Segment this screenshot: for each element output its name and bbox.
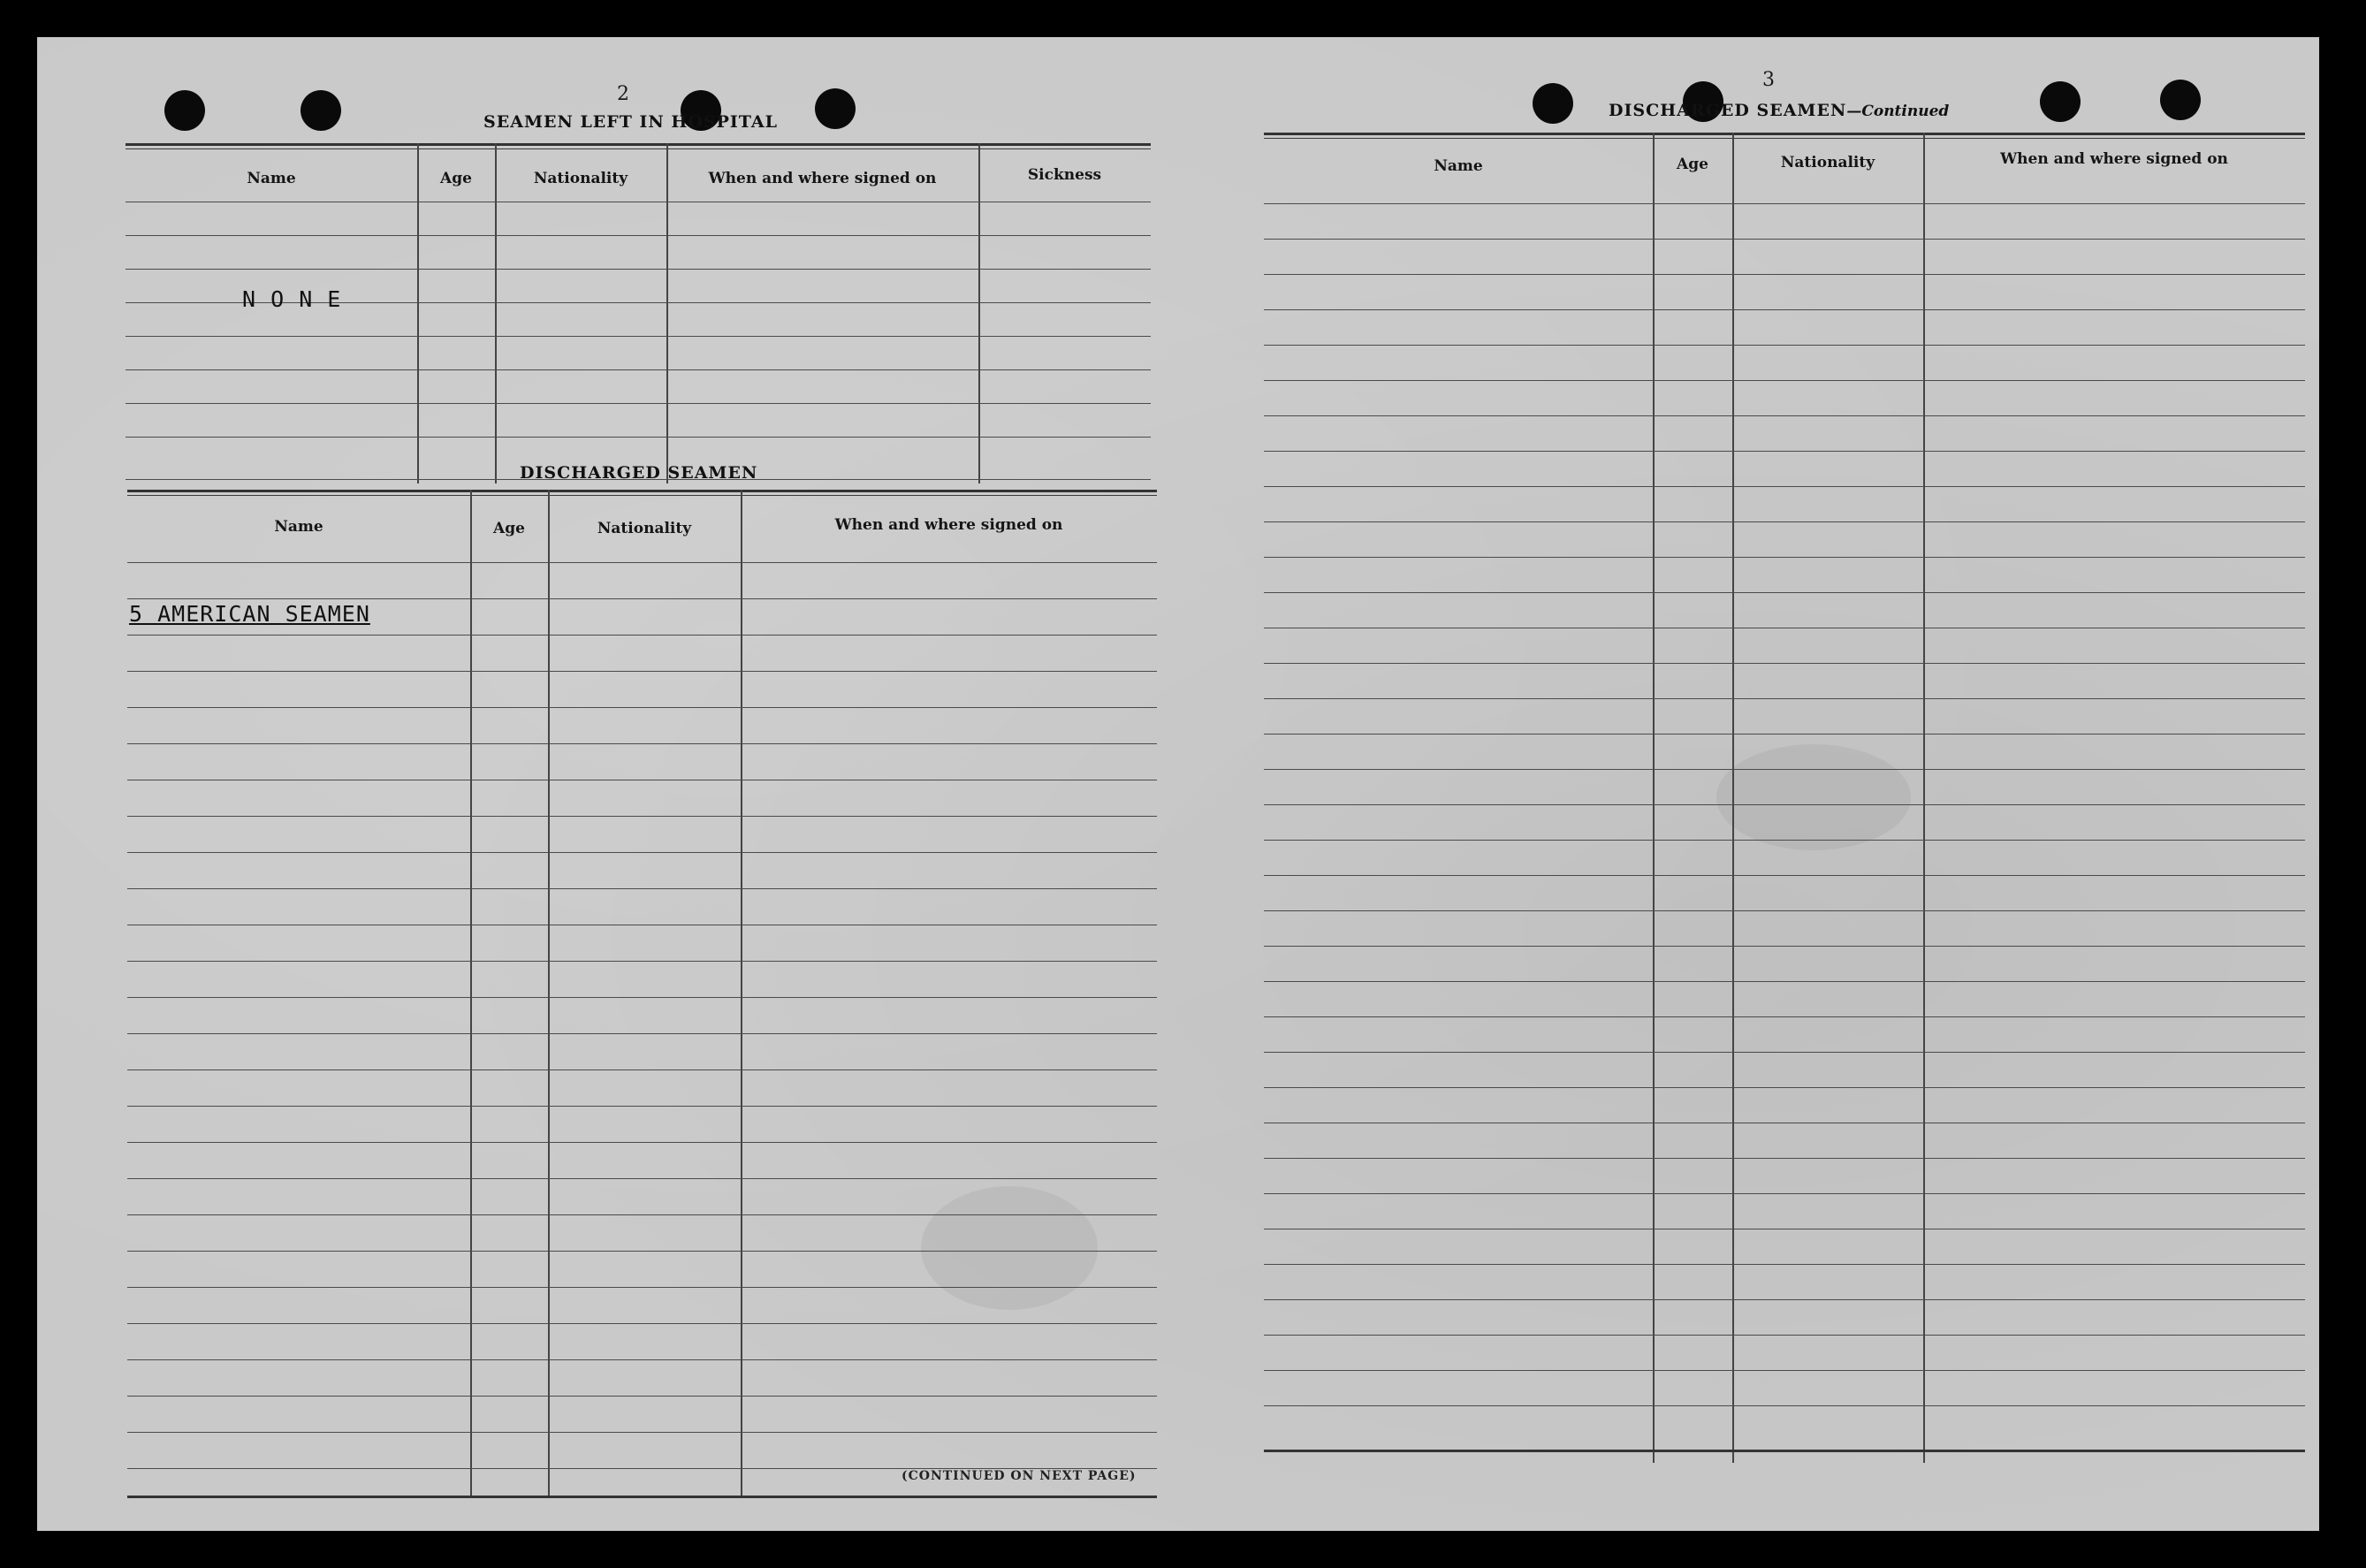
discharged-continued-heading — [1609, 101, 1949, 120]
discharged-table-left — [127, 490, 1157, 1497]
right-col-signed-on: When and where signed on — [2000, 150, 2228, 168]
discharged-continued-title: DISCHARGED SEAMEN — [1609, 101, 1847, 120]
hospital-col-age: Age — [440, 170, 472, 187]
continued-label: —Continued — [1846, 103, 1950, 120]
punch-hole — [815, 88, 856, 129]
page-number-right: 3 — [1762, 69, 1775, 91]
discharged-col-nationality: Nationality — [597, 520, 692, 537]
hospital-entry: N O N E — [242, 286, 342, 312]
discharged-col-signed-on: When and where signed on — [834, 516, 1063, 534]
punch-hole — [164, 90, 205, 131]
right-col-name: Name — [1434, 157, 1483, 175]
punch-hole — [1533, 83, 1573, 124]
hospital-col-sickness: Sickness — [1027, 166, 1102, 184]
hospital-col-name: Name — [247, 170, 296, 187]
right-col-age: Age — [1677, 156, 1708, 173]
form-sheet — [37, 37, 2319, 1531]
discharged-col-name: Name — [274, 518, 323, 536]
punch-hole — [2160, 80, 2201, 120]
discharged-col-age: Age — [493, 520, 525, 537]
hospital-col-signed-on: When and where signed on — [708, 170, 937, 187]
discharged-section-heading: DISCHARGED SEAMEN — [520, 463, 758, 483]
discharged-table-right — [1264, 133, 2305, 1463]
hospital-section-heading: SEAMEN LEFT IN HOSPITAL — [483, 112, 778, 132]
punch-hole — [301, 90, 341, 131]
discharged-entry: 5 AMERICAN SEAMEN — [129, 601, 370, 627]
page-number-left: 2 — [617, 83, 629, 105]
right-col-nationality: Nationality — [1780, 154, 1875, 171]
punch-hole — [2040, 81, 2081, 122]
hospital-table — [126, 143, 1151, 483]
hospital-col-nationality: Nationality — [533, 170, 628, 187]
continued-footer: (CONTINUED ON NEXT PAGE) — [902, 1469, 1137, 1483]
